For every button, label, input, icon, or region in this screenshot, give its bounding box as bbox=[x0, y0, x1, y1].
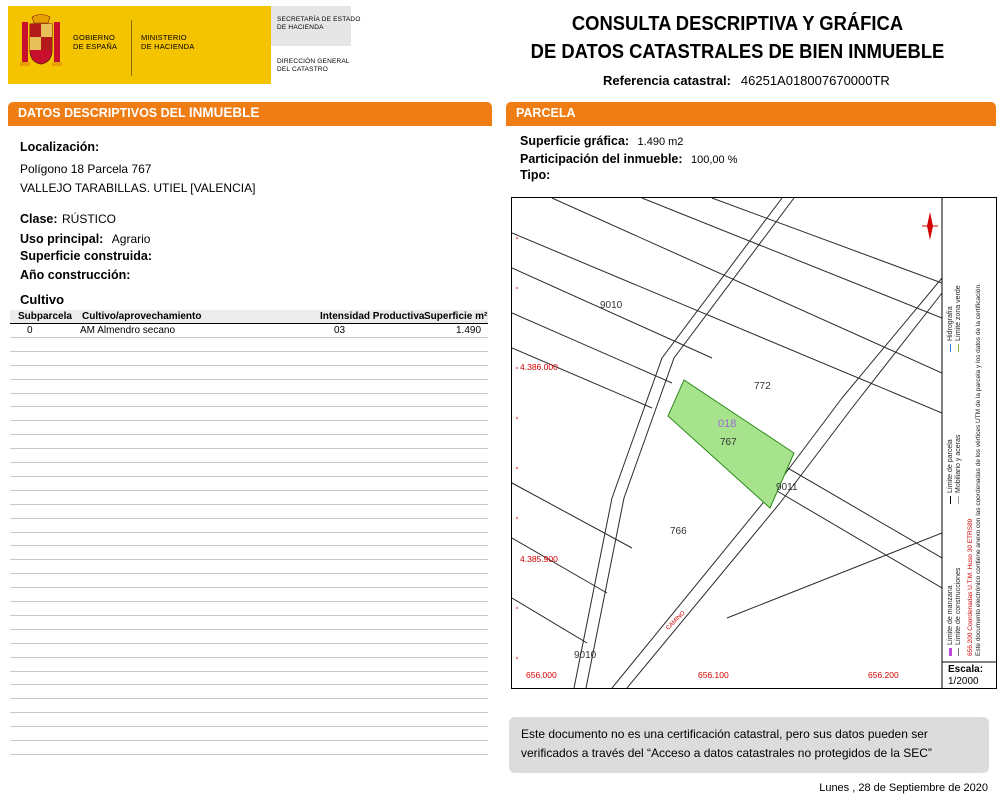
scale-value: 1/2000 bbox=[948, 676, 979, 687]
table-empty-row-line bbox=[10, 573, 488, 574]
utm-y-label-2: 4.385.900 bbox=[520, 554, 558, 564]
table-empty-row-line bbox=[10, 420, 488, 421]
table-empty-row-line bbox=[10, 518, 488, 519]
table-empty-row-line bbox=[10, 337, 488, 338]
government-name: GOBIERNO DE ESPAÑA bbox=[73, 33, 118, 51]
table-empty-row-line bbox=[10, 684, 488, 685]
table-empty-row-line bbox=[10, 615, 488, 616]
ministry-name: MINISTERIO DE HACIENDA bbox=[141, 33, 195, 51]
legal-notice: Este documento no es una certificación catastral, pero sus datos pueden ser verificados a través del “Acceso a datos catastrales no protegidos de la SEC” bbox=[509, 717, 989, 773]
road-label-camino: CAMINO bbox=[665, 610, 687, 632]
descriptive-data-header: DATOS DESCRIPTIVOS DEL INMUEBLE bbox=[8, 102, 492, 124]
table-empty-row-line bbox=[10, 351, 488, 352]
table-empty-row-line bbox=[10, 671, 488, 672]
parcel-boundary-line bbox=[512, 538, 607, 593]
col-intensidad: Intensidad Productiva bbox=[320, 311, 425, 322]
document-date: Lunes , 28 de Septiembre de 2020 bbox=[819, 782, 988, 794]
parcel-boundary-line bbox=[512, 233, 942, 413]
cadastral-map-svg bbox=[512, 198, 996, 688]
parcel-boundary-line bbox=[512, 348, 652, 408]
parcel-section-rule bbox=[506, 124, 996, 126]
cadastral-map bbox=[511, 197, 997, 689]
parcel-label-9011: 9011 bbox=[776, 482, 798, 493]
table-empty-row-line bbox=[10, 504, 488, 505]
scale-label: Escala: bbox=[948, 664, 984, 675]
table-empty-row-line bbox=[10, 601, 488, 602]
secretary-name: SECRETARÍA DE ESTADO DE HACIENDA bbox=[277, 16, 361, 31]
parcel-boundary-line bbox=[512, 313, 672, 383]
table-empty-row-line bbox=[10, 657, 488, 658]
table-empty-row-line bbox=[10, 698, 488, 699]
utm-x-label-1: 656.000 bbox=[526, 670, 557, 680]
header-divider bbox=[131, 20, 132, 76]
table-empty-row-line bbox=[10, 726, 488, 727]
parcel-boundary-line bbox=[552, 198, 942, 373]
parcel-boundary-line bbox=[512, 598, 587, 643]
parcel-header: PARCELA bbox=[506, 102, 996, 124]
document-title: CONSULTA DESCRIPTIVA Y GRÁFICA DE DATOS CATASTRALES DE BIEN INMUEBLE bbox=[530, 13, 945, 63]
location-line-1: Polígono 18 Parcela 767 bbox=[20, 162, 152, 176]
parcel-boundary-line bbox=[512, 268, 712, 358]
table-empty-row-line bbox=[10, 393, 488, 394]
table-empty-row-line bbox=[10, 406, 488, 407]
north-arrow-icon bbox=[922, 212, 938, 240]
coat-of-arms-icon bbox=[18, 14, 64, 72]
map-legend: Límite de manzana Límite de construcciones Límite de parcela Mobiliario y aceras Hidrografía Límite zona verde 656.200 Coordenadas U.T.M. Huso 30 ETRS89 Este documento electrónico contiene anexo con las coordenadas de los vértices UTM de la parcela y los datos de la certificación. bbox=[947, 283, 982, 656]
col-superficie: Superficie m² bbox=[424, 311, 488, 322]
table-empty-row-line bbox=[10, 629, 488, 630]
crop-title: Cultivo bbox=[20, 292, 65, 307]
participation-row: Participación del inmueble: 100,00 % bbox=[520, 152, 738, 166]
table-empty-row-line bbox=[10, 643, 488, 644]
table-empty-row-line bbox=[10, 434, 488, 435]
main-use-row: Uso principal: Agrario bbox=[20, 232, 151, 246]
table-empty-row-line bbox=[10, 559, 488, 560]
parcel-boundary-line bbox=[642, 198, 942, 318]
table-row: 0 AM Almendro secano 03 1.490 bbox=[27, 325, 482, 336]
col-subparcela: Subparcela bbox=[18, 311, 72, 322]
parcel-label-766: 766 bbox=[670, 526, 687, 537]
location-label: Localización: bbox=[20, 140, 100, 154]
table-empty-row-line bbox=[10, 712, 488, 713]
construction-year-label: Año construcción: bbox=[20, 268, 131, 282]
table-empty-row-line bbox=[10, 587, 488, 588]
table-empty-row-line bbox=[10, 365, 488, 366]
table-empty-row-line bbox=[10, 545, 488, 546]
table-empty-row-line bbox=[10, 754, 488, 755]
table-empty-row-line bbox=[10, 462, 488, 463]
table-empty-row-line bbox=[10, 448, 488, 449]
type-label: Tipo: bbox=[520, 168, 551, 182]
parcel-boundary-line bbox=[712, 198, 942, 283]
table-empty-row-line bbox=[10, 532, 488, 533]
built-area-label: Superficie construida: bbox=[20, 249, 152, 263]
graphic-area-row: Superficie gráfica: 1.490 m2 bbox=[520, 134, 684, 148]
parcel-boundary-line bbox=[727, 533, 942, 618]
table-empty-row-line bbox=[10, 379, 488, 380]
table-empty-row-line bbox=[10, 476, 488, 477]
class-row: Clase: RÚSTICO bbox=[20, 212, 116, 226]
directorate-name: DIRECCIÓN GENERAL DEL CATASTRO bbox=[277, 58, 350, 73]
parcel-label-018: 018 bbox=[718, 418, 737, 430]
parcel-label-9010-bottom: 9010 bbox=[574, 650, 597, 661]
parcel-label-767: 767 bbox=[720, 437, 737, 448]
utm-x-label-3: 656.200 bbox=[868, 670, 899, 680]
parcel-label-772: 772 bbox=[754, 381, 771, 392]
cadastral-reference: Referencia catastral: 46251A018007670000TR bbox=[603, 73, 890, 88]
col-cultivo: Cultivo/aprovechamiento bbox=[82, 311, 202, 322]
table-empty-row-line bbox=[10, 490, 488, 491]
parcel-boundary-line bbox=[772, 488, 942, 588]
table-empty-row-line bbox=[10, 740, 488, 741]
location-line-2: VALLEJO TARABILLAS. UTIEL [VALENCIA] bbox=[20, 181, 256, 195]
parcel-label-9010-top: 9010 bbox=[600, 300, 623, 311]
utm-x-label-2: 656.100 bbox=[698, 670, 729, 680]
section-rule bbox=[8, 124, 492, 126]
utm-y-label-1: 4.386.000 bbox=[520, 362, 558, 372]
